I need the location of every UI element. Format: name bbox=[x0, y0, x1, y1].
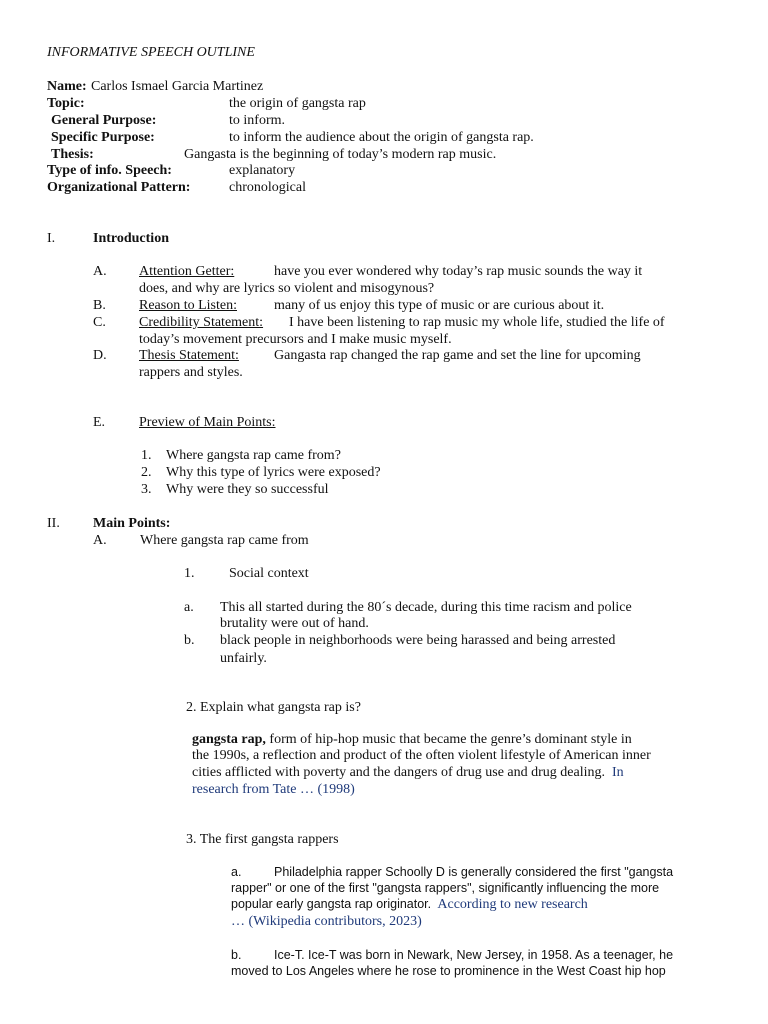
reason-text: many of us enjoy this type of music or are curious about it. bbox=[274, 298, 605, 313]
rapper-b-mark: b. bbox=[231, 948, 242, 962]
main-a-text: Where gangsta rap came from bbox=[140, 533, 309, 548]
social-a-text: This all started during the 80´s decade, during this time racism and police bbox=[220, 600, 632, 615]
preview-item: Why this type of lyrics were exposed? bbox=[166, 465, 381, 480]
general-purpose-value: to inform. bbox=[229, 113, 285, 128]
social-b-mark: b. bbox=[184, 633, 195, 648]
thesis-statement-label: Thesis Statement: bbox=[139, 348, 239, 363]
definition-citation-cont: research from Tate … (1998) bbox=[192, 782, 355, 797]
preview-item: Why were they so successful bbox=[166, 482, 329, 497]
preview-num: 1. bbox=[141, 448, 152, 463]
definition-text: form of hip-hop music that became the genre’s dominant style in bbox=[265, 732, 632, 747]
main-heading: Main Points: bbox=[93, 516, 171, 531]
rapper-a-mark: a. bbox=[231, 865, 242, 879]
point1-text: Social context bbox=[229, 566, 309, 581]
rapper-a-text-2: rapper" or one of the first "gangsta rappers", significantly influencing the more bbox=[231, 881, 660, 895]
attention-getter-label: Attention Getter: bbox=[139, 264, 235, 279]
social-a-text-cont: brutality were out of hand. bbox=[220, 616, 369, 631]
definition-citation: In bbox=[612, 765, 624, 780]
rapper-a-citation-cont: … (Wikipedia contributors, 2023) bbox=[231, 914, 422, 929]
rapper-a-citation: According to new research bbox=[437, 897, 588, 912]
point2-heading: 2. Explain what gangsta rap is? bbox=[186, 700, 361, 715]
name-label: Name: bbox=[47, 79, 87, 94]
pattern-value: chronological bbox=[229, 180, 306, 195]
rapper-a-text-3: popular early gangsta rap originator. bbox=[231, 897, 432, 911]
thesis-value: Gangasta is the beginning of today’s modern rap music. bbox=[184, 147, 497, 162]
rapper-a-line-3 bbox=[231, 896, 588, 913]
specific-purpose-value: to inform the audience about the origin of gangsta rap. bbox=[229, 130, 534, 145]
credibility-text: I have been listening to rap music my whole life, studied the life of bbox=[289, 315, 665, 330]
rapper-b-text-2: moved to Los Angeles where he rose to prominence in the West Coast hip hop bbox=[231, 964, 666, 978]
topic-value: the origin of gangsta rap bbox=[229, 96, 366, 111]
intro-numeral: I. bbox=[47, 231, 56, 246]
credibility-mark: C. bbox=[93, 315, 106, 330]
thesis-label: Thesis: bbox=[51, 147, 94, 162]
attention-mark: A. bbox=[93, 264, 107, 279]
general-purpose-label: General Purpose: bbox=[51, 113, 157, 128]
attention-getter-text-cont: does, and why are lyrics so violent and misogynous? bbox=[139, 281, 435, 296]
social-b-text-cont: unfairly. bbox=[220, 651, 267, 666]
topic-label: Topic: bbox=[47, 96, 85, 111]
credibility-text-cont: today’s movement precursors and I make music myself. bbox=[139, 332, 452, 347]
preview-num: 2. bbox=[141, 465, 152, 480]
preview-label: Preview of Main Points: bbox=[139, 415, 276, 430]
rapper-b-text: Ice-T. Ice-T was born in Newark, New Jersey, in 1958. As a teenager, he bbox=[274, 948, 674, 962]
thesis-statement-text: Gangasta rap changed the rap game and set the line for upcoming bbox=[274, 348, 641, 363]
reason-label: Reason to Listen: bbox=[139, 298, 237, 313]
intro-heading: Introduction bbox=[93, 231, 169, 246]
preview-num: 3. bbox=[141, 482, 152, 497]
pattern-label: Organizational Pattern: bbox=[47, 180, 191, 195]
main-a-mark: A. bbox=[93, 533, 107, 548]
definition-text: cities afflicted with poverty and the dangers of drug use and drug dealing. bbox=[192, 765, 606, 780]
point1-num: 1. bbox=[184, 566, 195, 581]
thesis-statement-text-cont: rappers and styles. bbox=[139, 365, 243, 380]
speech-type-value: explanatory bbox=[229, 163, 296, 178]
definition-line-2: the 1990s, a reflection and product of the often violent lifestyle of American inner bbox=[192, 748, 651, 763]
definition-term: gangsta rap, bbox=[192, 732, 266, 747]
rapper-a-text: Philadelphia rapper Schoolly D is generally considered the first "gangsta bbox=[274, 865, 674, 879]
page-title: INFORMATIVE SPEECH OUTLINE bbox=[47, 45, 255, 60]
specific-purpose-label: Specific Purpose: bbox=[51, 130, 155, 145]
speech-type-label: Type of info. Speech: bbox=[47, 163, 172, 178]
attention-getter-text: have you ever wondered why today’s rap music sounds the way it bbox=[274, 264, 643, 279]
thesis-statement-mark: D. bbox=[93, 348, 107, 363]
name-value: Carlos Ismael Garcia Martinez bbox=[91, 79, 264, 94]
social-b-text: black people in neighborhoods were being harassed and being arrested bbox=[220, 633, 616, 648]
definition-line bbox=[192, 731, 632, 748]
main-numeral: II. bbox=[47, 516, 60, 531]
preview-mark: E. bbox=[93, 415, 106, 430]
social-a-mark: a. bbox=[184, 600, 194, 615]
preview-item: Where gangsta rap came from? bbox=[166, 448, 341, 463]
point3-heading: 3. The first gangsta rappers bbox=[186, 832, 339, 847]
reason-mark: B. bbox=[93, 298, 106, 313]
definition-line-3 bbox=[192, 764, 624, 781]
credibility-label: Credibility Statement: bbox=[139, 315, 264, 330]
